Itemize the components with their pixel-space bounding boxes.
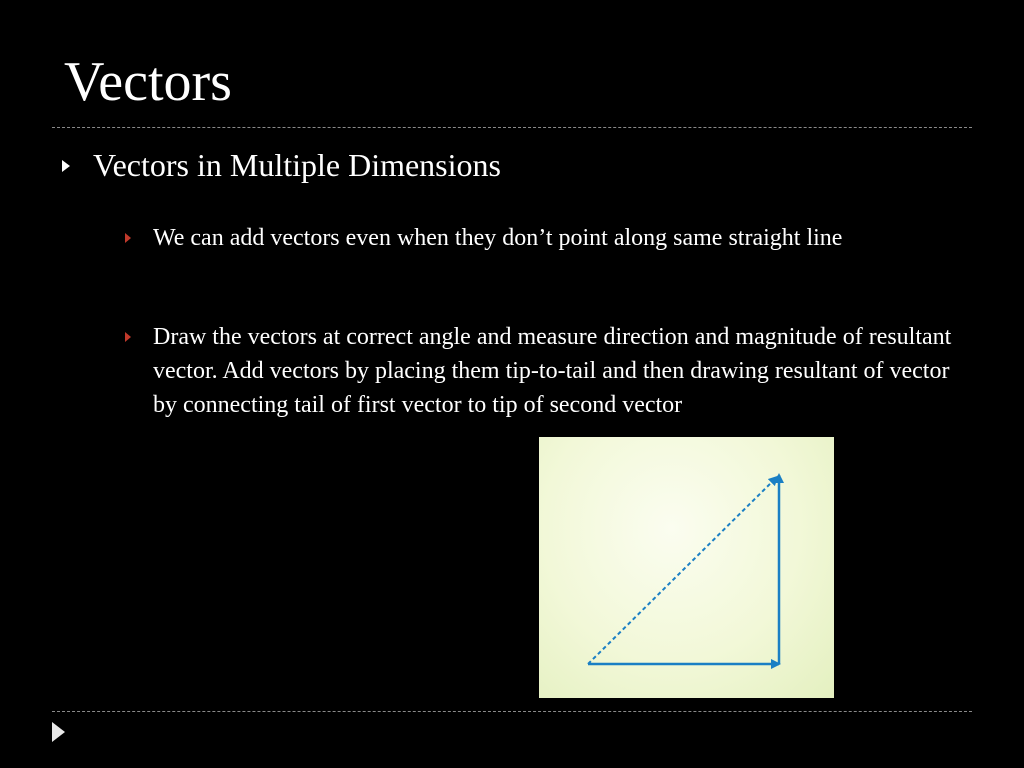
vector-addition-figure <box>539 437 834 698</box>
top-divider <box>52 127 972 128</box>
bottom-divider <box>52 711 972 712</box>
bullet-level1 <box>62 146 501 184</box>
play-triangle-icon[interactable] <box>52 722 65 742</box>
bullet-level2-text: Draw the vectors at correct angle and measure direction and magnitude of resultant vector. Add vectors by placing them tip-to-tail and then drawing resultant of vector by connecting tail of first vector to tip of second vector <box>153 324 952 418</box>
bullet-level2-text: We can add vectors even when they don’t point along same straight line <box>153 225 843 251</box>
slide-title: Vectors <box>64 51 232 113</box>
bullet-level2-item <box>125 320 965 422</box>
bullet-arrow-icon <box>125 332 131 342</box>
bullet-level1-text: Vectors in Multiple Dimensions <box>93 147 501 183</box>
resultant-vector-arrow <box>588 477 777 664</box>
bullet-arrow-icon <box>62 160 70 172</box>
bullet-arrow-icon <box>125 233 131 243</box>
bullet-level2-item <box>125 221 965 255</box>
vector-diagram <box>539 437 834 698</box>
